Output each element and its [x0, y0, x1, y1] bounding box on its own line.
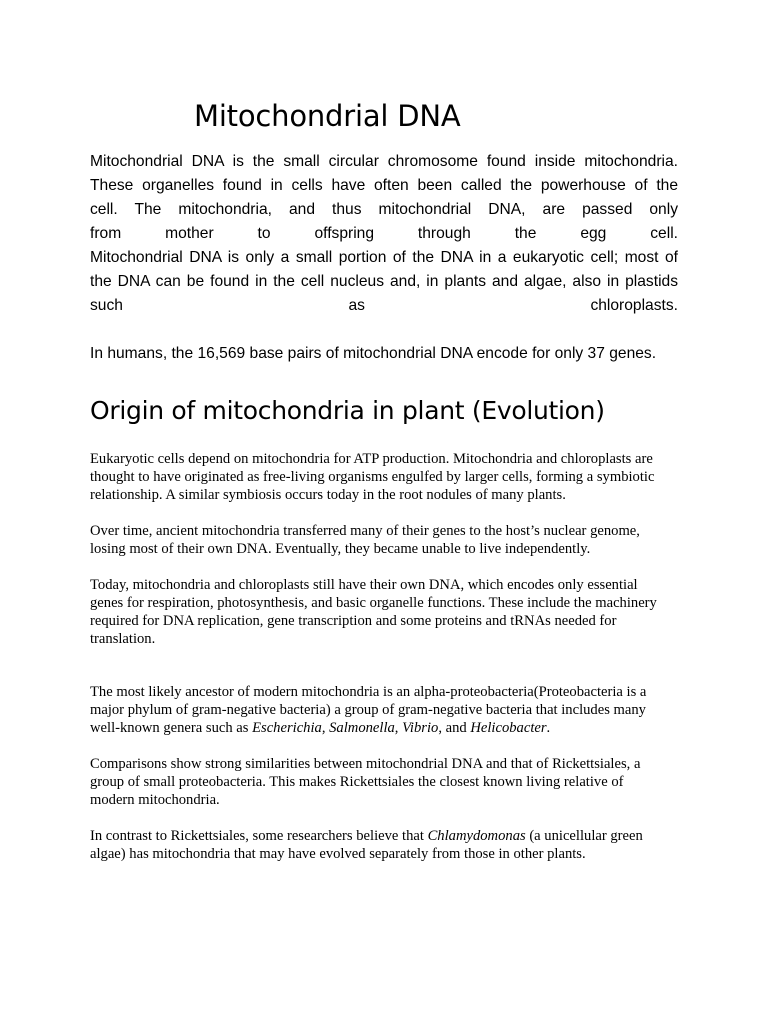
genus-name: Chlamydomonas [427, 828, 526, 844]
genus-name: Vibrio [402, 720, 439, 736]
text-run: (a unicellular green [525, 828, 643, 844]
intro-line: from mother to offspring through the egg cell. [90, 225, 678, 242]
paragraph-chlamydomonas [90, 827, 680, 863]
text-run: In contrast to Rickettsiales, some researchers believe that [90, 828, 428, 844]
paragraph-ancestor [90, 683, 680, 737]
text-run: . [546, 720, 551, 736]
paragraph-line: Today, mitochondria and chloroplasts still have their own DNA, which encodes only essential [90, 577, 638, 593]
paragraph-line: The most likely ancestor of modern mitochondria is an alpha-proteobacteria(Proteobacteria is a [90, 684, 647, 700]
paragraph-line: group of small proteobacteria. This makes Rickettsiales the closest known living relative of [90, 774, 624, 790]
intro-line: Mitochondrial DNA is the small circular chromosome found inside mitochondria. [90, 153, 678, 170]
paragraph-line: Comparisons show strong similarities between mitochondrial DNA and that of Rickettsiales, a [90, 756, 641, 772]
text-run: well-known genera such as [90, 720, 253, 736]
paragraph-line [90, 827, 680, 845]
paragraph-atp-production [90, 450, 680, 504]
paragraph-line: relationship. A similar symbiosis occurs today in the root nodules of many plants. [90, 487, 566, 503]
paragraph-line: thought to have originated as free-living organisms engulfed by larger cells, forming a symbiotic [90, 469, 655, 485]
paragraph-line: modern mitochondria. [90, 792, 220, 808]
intro-fact: In humans, the 16,569 base pairs of mitochondrial DNA encode for only 37 genes. [90, 345, 657, 362]
paragraph-line-genera [90, 719, 680, 737]
intro-paragraph [90, 150, 678, 366]
paragraph-line: algae) has mitochondria that may have evolved separately from those in other plants. [90, 846, 586, 862]
text-run: , [321, 720, 330, 736]
paragraph-line: translation. [90, 631, 156, 647]
paragraph-line: major phylum of gram-negative bacteria) a group of gram-negative bacteria that includes many [90, 702, 646, 718]
intro-line: cell. The mitochondria, and thus mitochondrial DNA, are passed only [90, 201, 678, 218]
intro-line: These organelles found in cells have often been called the powerhouse of the [90, 177, 678, 194]
paragraph-line: Eukaryotic cells depend on mitochondria for ATP production. Mitochondria and chloroplasts are [90, 451, 653, 467]
genus-name: Escherichia [252, 720, 322, 736]
paragraph-line: genes for respiration, photosynthesis, and basic organelle functions. These include the machinery [90, 595, 657, 611]
intro-line: Mitochondrial DNA is only a small portion of the DNA in a eukaryotic cell; most of [90, 249, 678, 266]
paragraph-line: losing most of their own DNA. Eventually, they became unable to live independently. [90, 541, 591, 557]
document-title: Mitochondrial DNA [194, 99, 461, 133]
paragraph-line: Over time, ancient mitochondria transferred many of their genes to the host’s nuclear genome, [90, 523, 640, 539]
paragraph-organelle-dna [90, 576, 680, 648]
intro-line: the DNA can be found in the cell nucleus and, in plants and algae, also in plastids [90, 273, 678, 290]
intro-line: such as chloroplasts. [90, 297, 678, 314]
paragraph-gene-transfer [90, 522, 680, 558]
paragraph-rickettsiales [90, 755, 680, 809]
text-run: , and [438, 720, 471, 736]
genus-name: Helicobacter [470, 720, 547, 736]
text-run: , [394, 720, 403, 736]
paragraph-spacer [90, 318, 678, 342]
paragraph-line: required for DNA replication, gene transcription and some proteins and tRNAs needed for [90, 613, 617, 629]
section-heading: Origin of mitochondria in plant (Evolution) [90, 396, 605, 425]
genus-name: Salmonella [329, 720, 395, 736]
